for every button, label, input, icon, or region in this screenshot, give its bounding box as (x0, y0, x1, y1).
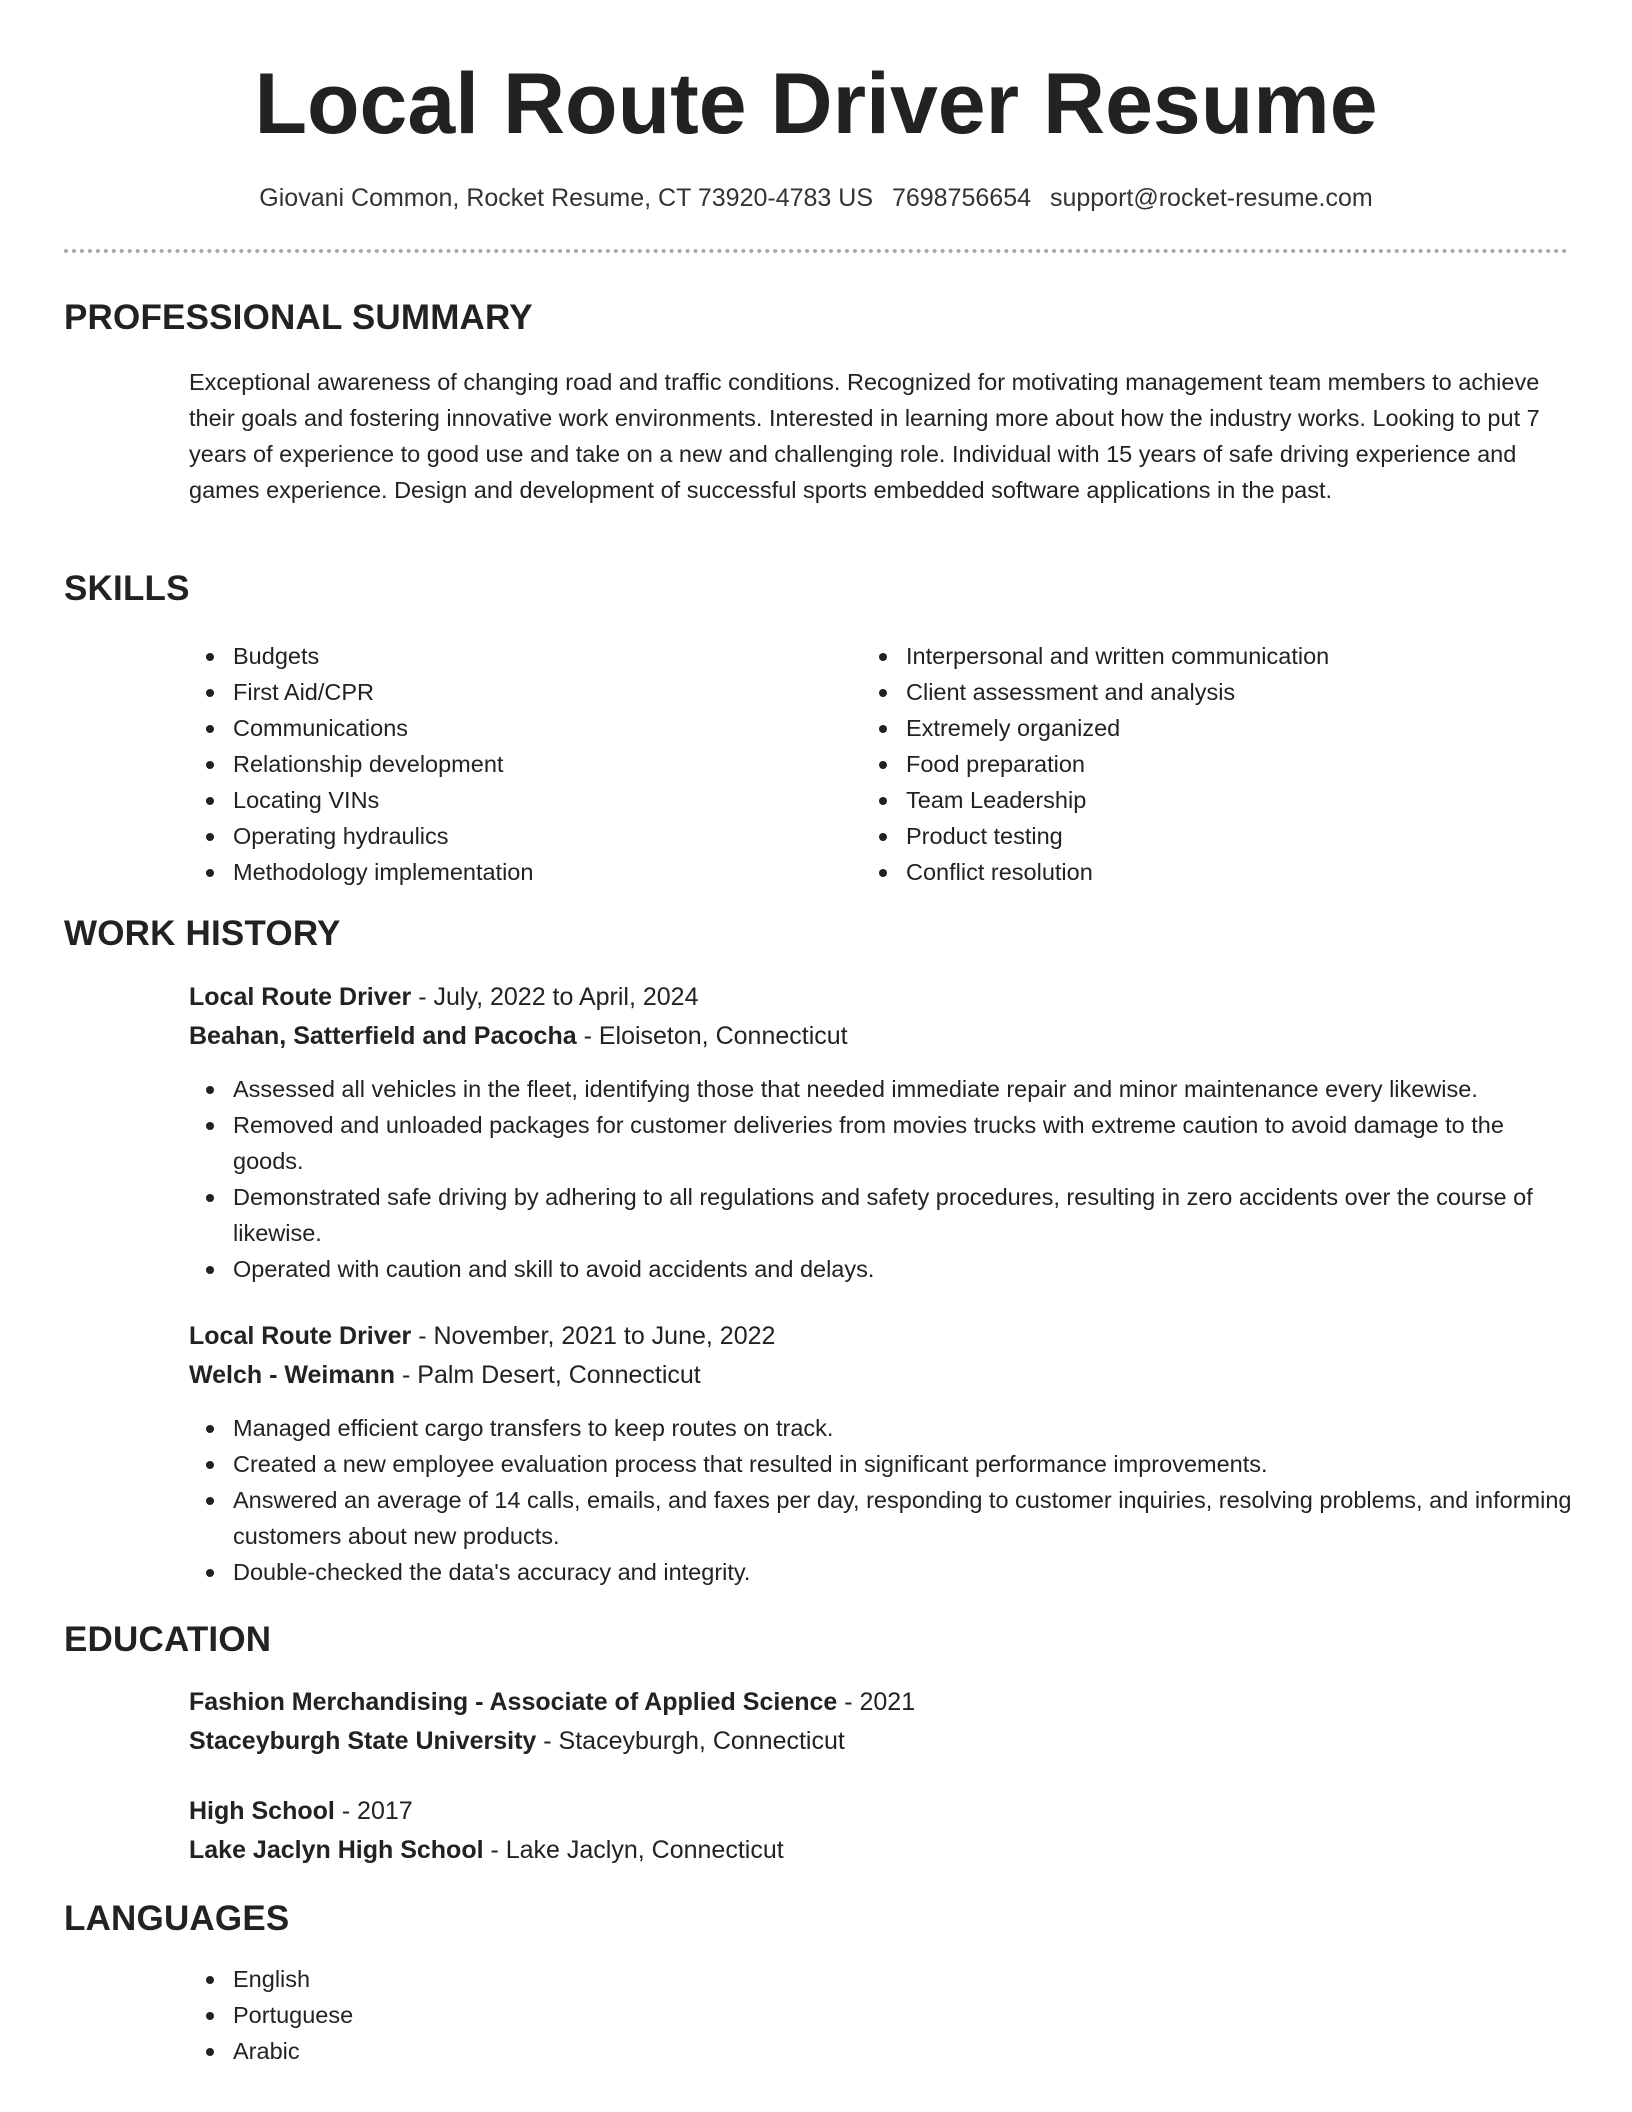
skill-item: Locating VINs (189, 782, 829, 818)
job-company-line (189, 1018, 848, 1054)
job-company: Welch - Weimann (189, 1361, 396, 1389)
skill-item: Extremely organized (862, 710, 1562, 746)
summary-text: Exceptional awareness of changing road and traffic conditions. Recognized for motivating management team members to achieve their goals and fostering innovative work environments. Interested in learning more about how the industry works. Looking to put 7 years of experience to good use and take on a new and challenging role. Individual with 15 years of safe driving experience and games experience. Design and development of successful sports embedded software applications in the past. (189, 369, 1540, 503)
language-item: Portuguese (189, 1997, 1579, 2033)
skill-item: Operating hydraulics (189, 818, 829, 854)
contact-phone: 7698756654 (891, 184, 1032, 212)
job-company: Beahan, Satterfield and Pacocha (189, 1022, 577, 1050)
education-degree: Fashion Merchandising - Associate of Applied Science (189, 1688, 838, 1716)
work-history-heading: WORK HISTORY (64, 914, 341, 953)
contact-address: Giovani Common, Rocket Resume, CT 73920-4783 US (259, 184, 874, 212)
job-duty: Demonstrated safe driving by adhering to all regulations and safety procedures, resulting in zero accidents over the course of likewise. (189, 1179, 1579, 1251)
job-title: Local Route Driver (189, 1322, 412, 1350)
education-school: Staceyburgh State University (189, 1727, 537, 1755)
skill-item: Food preparation (862, 746, 1562, 782)
languages-list (189, 1961, 1579, 2069)
skill-item: Conflict resolution (862, 854, 1562, 890)
education-year: - 2017 (334, 1797, 413, 1825)
header-divider (64, 249, 1568, 253)
education-heading: EDUCATION (64, 1620, 272, 1659)
job-title-line (189, 979, 699, 1015)
skill-item: Product testing (862, 818, 1562, 854)
education-year: - 2021 (837, 1688, 916, 1716)
skill-item: Relationship development (189, 746, 829, 782)
summary-heading: PROFESSIONAL SUMMARY (64, 298, 533, 337)
job-duty: Created a new employee evaluation process that resulted in significant performance improvements. (189, 1446, 1579, 1482)
job-duties-list (189, 1410, 1579, 1590)
job-duty: Assessed all vehicles in the fleet, identifying those that needed immediate repair and minor maintenance every likewise. (189, 1071, 1579, 1107)
job-dates: - July, 2022 to April, 2024 (411, 983, 699, 1011)
education-school-line (189, 1723, 845, 1759)
contact-email[interactable]: support@rocket-resume.com (1049, 184, 1373, 212)
education-school: Lake Jaclyn High School (189, 1836, 484, 1864)
skill-item: Client assessment and analysis (862, 674, 1562, 710)
skill-item: Methodology implementation (189, 854, 829, 890)
languages-heading: LANGUAGES (64, 1899, 290, 1938)
skills-heading: SKILLS (64, 569, 190, 608)
job-duty: Answered an average of 14 calls, emails, and faxes per day, responding to customer inquiries, resolving problems, and informing customers about new products. (189, 1482, 1579, 1554)
resume-title: Local Route Driver Resume (254, 56, 1378, 152)
language-item: English (189, 1961, 1579, 1997)
job-duty: Removed and unloaded packages for customer deliveries from movies trucks with extreme caution to avoid damage to the goods. (189, 1107, 1579, 1179)
job-location: - Eloiseton, Connecticut (576, 1022, 848, 1050)
skill-item: Interpersonal and written communication (862, 638, 1562, 674)
skills-left-column (189, 638, 829, 890)
education-location: - Staceyburgh, Connecticut (536, 1727, 845, 1755)
job-dates: - November, 2021 to June, 2022 (411, 1322, 776, 1350)
education-degree-line (189, 1793, 413, 1829)
skill-item: First Aid/CPR (189, 674, 829, 710)
skill-item: Communications (189, 710, 829, 746)
education-degree-line (189, 1684, 915, 1720)
education-degree: High School (189, 1797, 335, 1825)
skill-item: Budgets (189, 638, 829, 674)
job-duty: Operated with caution and skill to avoid accidents and delays. (189, 1251, 1579, 1287)
job-title: Local Route Driver (189, 983, 412, 1011)
job-duty: Double-checked the data's accuracy and integrity. (189, 1554, 1579, 1590)
skills-right-column (862, 638, 1562, 890)
skill-item: Team Leadership (862, 782, 1562, 818)
language-item: Arabic (189, 2033, 1579, 2069)
job-location: - Palm Desert, Connecticut (395, 1361, 701, 1389)
contact-line (0, 180, 1632, 216)
education-school-line (189, 1832, 784, 1868)
job-company-line (189, 1357, 701, 1393)
education-location: - Lake Jaclyn, Connecticut (483, 1836, 784, 1864)
job-title-line (189, 1318, 775, 1354)
job-duties-list (189, 1071, 1579, 1287)
job-duty: Managed efficient cargo transfers to keep routes on track. (189, 1410, 1579, 1446)
